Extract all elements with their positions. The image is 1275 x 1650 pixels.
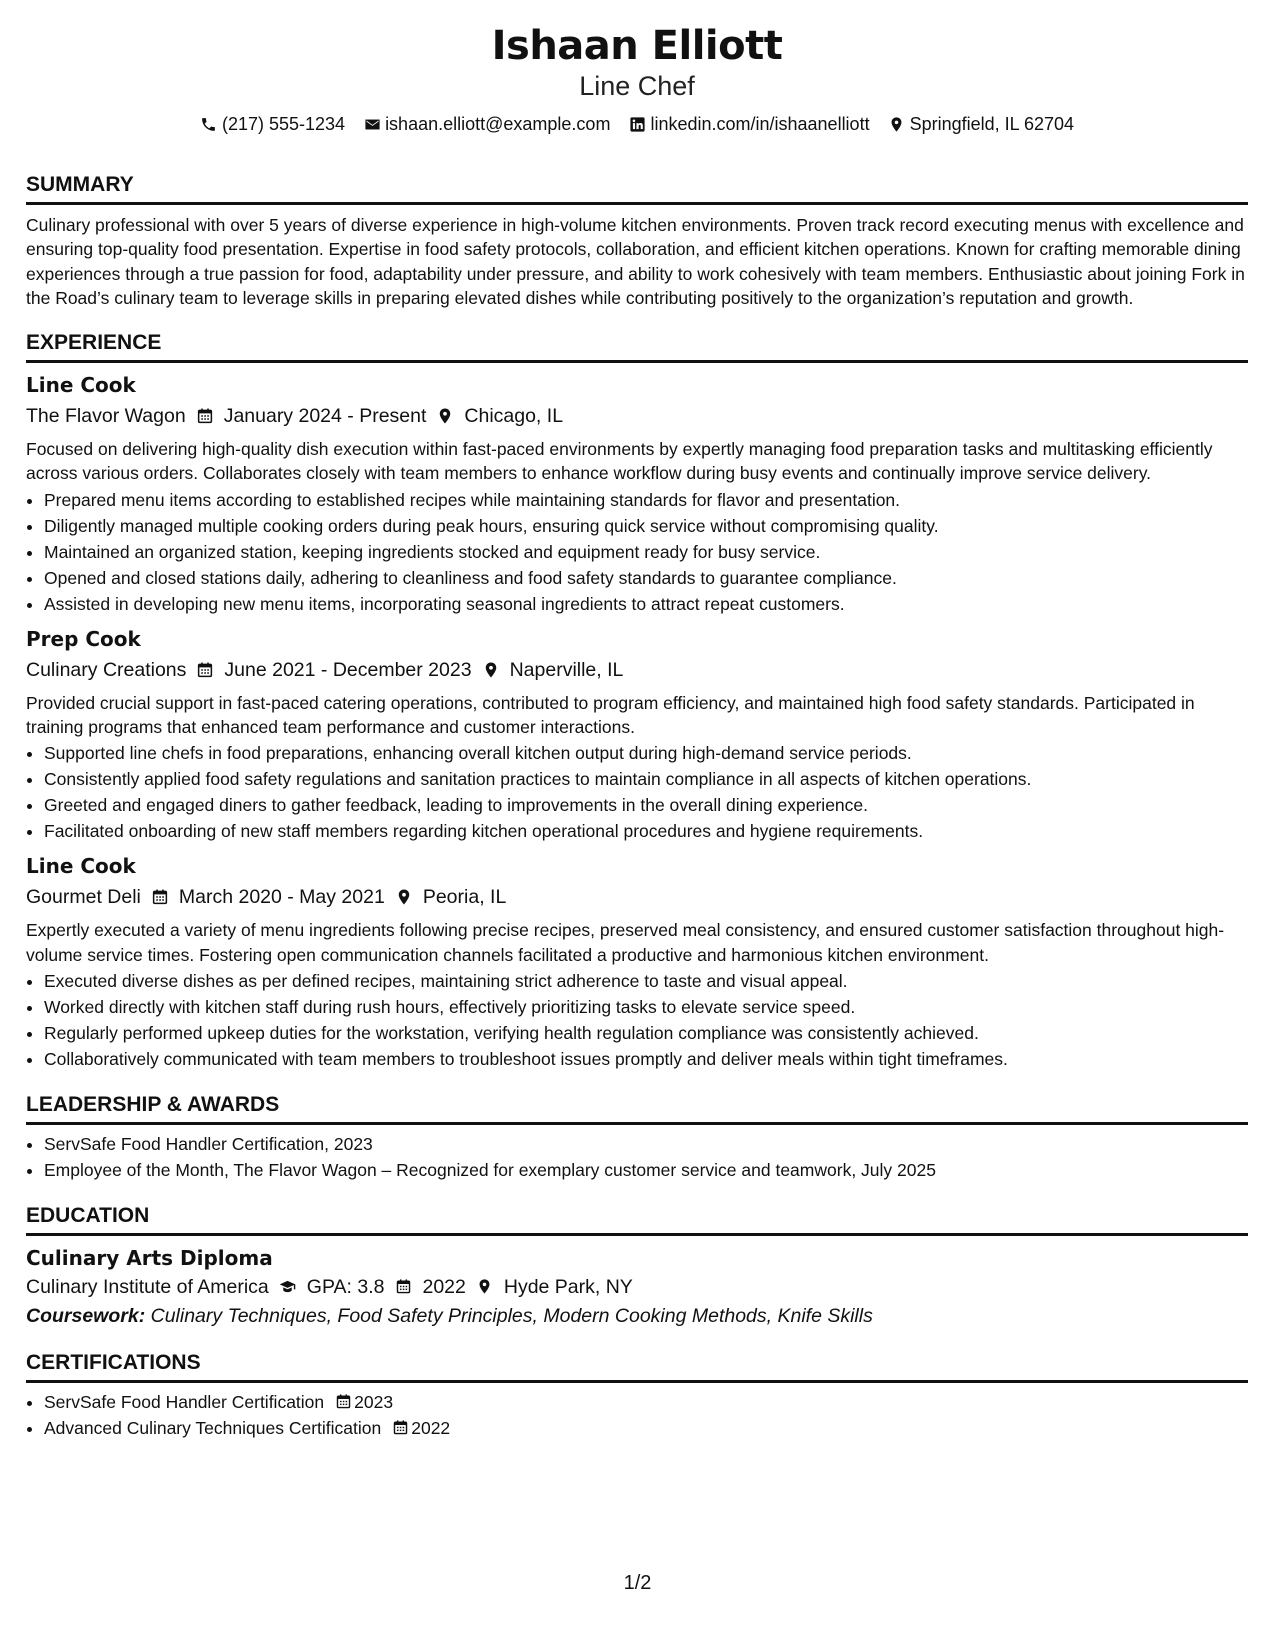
list-item: • Employee of the Month, The Flavor Wagon – Recognized for exemplary customer service and teamwork, July 2025 — [44, 1157, 1248, 1183]
job-meta — [26, 882, 1248, 912]
phone-icon — [200, 115, 218, 133]
certification-year: 2023 — [354, 1391, 394, 1412]
job-meta — [26, 401, 1248, 431]
certifications-list — [26, 1389, 1248, 1441]
coursework-label: Coursework: — [26, 1304, 146, 1327]
section-heading-education: EDUCATION — [26, 1203, 1248, 1236]
job-description: Focused on delivering high-quality dish execution within fast-paced environments by expertly managing food preparation tasks and multitasking efficiently across various orders. Collaborates closely with team members to enhance workflow during busy events and continually improve service delivery. — [26, 439, 1213, 484]
resume-header — [26, 0, 1248, 136]
list-item: • ServSafe Food Handler Certification, 2023 — [44, 1131, 1248, 1157]
graduation-year: 2022 — [422, 1275, 466, 1298]
list-item: • Diligently managed multiple cooking orders during peak hours, ensuring quick service without compromising quality. — [44, 513, 1248, 539]
contact-linkedin[interactable] — [628, 112, 869, 136]
candidate-title: Line Chef — [579, 71, 695, 101]
job-location: Naperville, IL — [509, 658, 624, 681]
school-location: Hyde Park, NY — [503, 1275, 633, 1298]
job-entry — [26, 371, 1248, 617]
calendar-icon — [334, 1393, 352, 1411]
job-entry — [26, 852, 1248, 1072]
job-title: Line Cook — [26, 854, 136, 879]
gpa-text: GPA: 3.8 — [306, 1275, 385, 1298]
list-item: • Prepared menu items according to established recipes while maintaining standards for flavor and presentation. — [44, 487, 1248, 513]
certification-year: 2022 — [411, 1417, 451, 1438]
job-company: Gourmet Deli — [26, 886, 141, 909]
job-description: Provided crucial support in fast-paced catering operations, contributed to program efficiency, and maintained high food safety standards. Participated in training programs that enhanced team performance and customer interactions. — [26, 692, 1195, 738]
envelope-icon — [363, 115, 381, 133]
job-title: Line Cook — [26, 373, 136, 398]
education-meta — [26, 1272, 1248, 1302]
list-item: • Collaboratively communicated with team members to troubleshoot issues promptly and deliver meals within tight timeframes. — [44, 1046, 1248, 1072]
job-dates: March 2020 - May 2021 — [178, 886, 385, 909]
certification-name: • Advanced Culinary Techniques Certification — [44, 1417, 382, 1438]
section-heading-leadership: LEADERSHIP & AWARDS — [26, 1092, 1248, 1125]
certification-date — [391, 1415, 450, 1441]
degree-title: Culinary Arts Diploma — [26, 1245, 273, 1270]
linkedin-text: linkedin.com/in/ishaanelliott — [650, 114, 870, 134]
calendar-icon — [196, 407, 214, 425]
list-item: • Regularly performed upkeep duties for the workstation, verifying health regulation compliance was consistently achieved. — [44, 1020, 1248, 1046]
list-item — [44, 1415, 1248, 1441]
email-text: ishaan.elliott@example.com — [385, 114, 611, 134]
job-dates: January 2024 - Present — [223, 405, 427, 428]
job-company: Culinary Creations — [26, 658, 187, 681]
map-pin-icon — [395, 888, 413, 906]
map-pin-icon — [436, 407, 454, 425]
school-name: Culinary Institute of America — [26, 1275, 269, 1298]
job-dates: June 2021 - December 2023 — [224, 658, 472, 681]
contact-email[interactable] — [363, 112, 610, 136]
job-location: Peoria, IL — [422, 886, 507, 909]
linkedin-icon — [628, 115, 646, 133]
summary-text: Culinary professional with over 5 years of diverse experience in high-volume kitchen environments. Proven track record executing menus with excellence and ensuring top-quality food presentation. Expertise in food safety protocols, collaboration, and efficient kitchen operations. Known for crafting memorable dining experiences through a true passion for food, adaptability under pressure, and ability to work cohesively with team members. Enthusiastic about joining Fork in the Road’s culinary team to leverage skills in preparing elevated dishes while contributing positively to the organization’s reputation and growth. — [26, 215, 1245, 308]
certification-item — [44, 1415, 450, 1441]
map-pin-icon — [482, 661, 500, 679]
calendar-icon — [394, 1278, 412, 1296]
coursework-line — [26, 1302, 1248, 1330]
list-item: • Maintained an organized station, keeping ingredients stocked and equipment ready for busy service. — [44, 539, 1248, 565]
calendar-icon — [151, 888, 169, 906]
job-bullets — [26, 740, 1248, 844]
calendar-icon — [196, 661, 214, 679]
job-title: Prep Cook — [26, 626, 141, 651]
section-heading-experience: EXPERIENCE — [26, 330, 1248, 363]
job-bullets — [26, 968, 1248, 1072]
map-pin-icon — [476, 1278, 494, 1296]
list-item: • Supported line chefs in food preparations, enhancing overall kitchen output during high-demand service periods. — [44, 740, 1248, 766]
job-location: Chicago, IL — [464, 405, 564, 428]
section-heading-certifications: CERTIFICATIONS — [26, 1350, 1248, 1383]
contact-phone[interactable] — [200, 112, 345, 136]
resume-page — [26, 0, 1248, 1441]
job-bullets — [26, 487, 1248, 617]
contact-location — [888, 112, 1074, 136]
list-item: • Facilitated onboarding of new staff members regarding kitchen operational procedures and hygiene requirements. — [44, 818, 1248, 844]
contact-bar — [26, 112, 1248, 136]
certification-date — [334, 1389, 393, 1415]
certification-name: • ServSafe Food Handler Certification — [44, 1391, 325, 1412]
section-heading-summary: SUMMARY — [26, 172, 1248, 205]
candidate-name: Ishaan Elliott — [491, 23, 783, 69]
list-item: • Assisted in developing new menu items, incorporating seasonal ingredients to attract repeat customers. — [44, 591, 1248, 617]
certification-item — [44, 1389, 393, 1415]
job-entry — [26, 625, 1248, 845]
location-text: Springfield, IL 62704 — [909, 114, 1075, 134]
job-company: The Flavor Wagon — [26, 405, 186, 428]
graduation-cap-icon — [279, 1278, 297, 1296]
list-item — [44, 1389, 1248, 1415]
job-description: Expertly executed a variety of menu ingredients following precise recipes, preserved meal consistency, and ensured customer satisfaction throughout high-volume service times. Fostering open communication channels facilitated a productive and harmonious kitchen environment. — [26, 920, 1225, 965]
education-entry — [26, 1244, 1248, 1330]
list-item: • Greeted and engaged diners to gather feedback, leading to improvements in the overall dining experience. — [44, 792, 1248, 818]
list-item: • Executed diverse dishes as per defined recipes, maintaining strict adherence to taste and visual appeal. — [44, 968, 1248, 994]
list-item: • Opened and closed stations daily, adhering to cleanliness and food safety standards to guarantee compliance. — [44, 565, 1248, 591]
phone-text: (217) 555-1234 — [221, 114, 346, 134]
list-item: • Consistently applied food safety regulations and sanitation practices to maintain compliance in all aspects of kitchen operations. — [44, 766, 1248, 792]
leadership-list — [26, 1131, 1248, 1183]
list-item: • Worked directly with kitchen staff during rush hours, effectively prioritizing tasks to elevate service speed. — [44, 994, 1248, 1020]
page-number: 1/2 — [623, 1572, 652, 1594]
calendar-icon — [391, 1419, 409, 1437]
job-meta — [26, 655, 1248, 685]
coursework-text: Culinary Techniques, Food Safety Principles, Modern Cooking Methods, Knife Skills — [150, 1304, 873, 1327]
map-pin-icon — [888, 115, 906, 133]
